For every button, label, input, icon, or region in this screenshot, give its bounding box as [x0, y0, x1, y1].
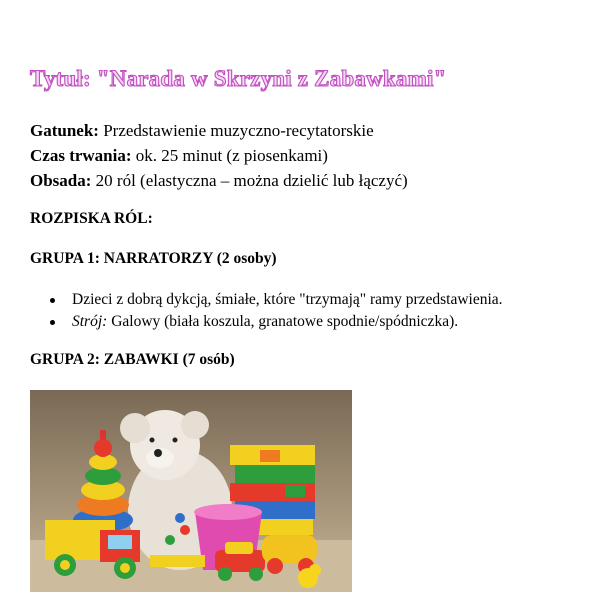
- meta-duration-label: Czas trwania:: [30, 146, 132, 165]
- list-item: [50, 311, 503, 333]
- meta-genre-label: Gatunek:: [30, 121, 99, 140]
- meta-cast-value: 20 ról (elastyczna – można dzielić lub łączyć): [91, 171, 408, 190]
- bullet-icon: [50, 320, 55, 325]
- group2-heading: GRUPA 2: ZABAWKI (7 osób): [30, 351, 235, 368]
- meta-duration: [30, 143, 408, 168]
- bullet-prefix: Strój:: [72, 313, 108, 330]
- toys-illustration-icon: [30, 390, 352, 592]
- list-item: [50, 289, 503, 311]
- meta-cast: [30, 168, 408, 193]
- bullet-text: Dzieci z dobrą dykcją, śmiałe, które "trzymają" ramy przedstawienia.: [72, 291, 503, 308]
- meta-genre-value: Przedstawienie muzyczno-recytatorskie: [98, 121, 374, 140]
- meta-genre: [30, 118, 408, 143]
- toys-photo: [30, 390, 352, 592]
- group1-heading: GRUPA 1: NARRATORZY (2 osoby): [30, 250, 277, 267]
- bullet-text: Galowy (biała koszula, granatowe spodnie/spódniczka).: [107, 313, 459, 330]
- meta-cast-label: Obsada:: [30, 171, 92, 190]
- meta-duration-value: ok. 25 minut (z piosenkami): [131, 146, 328, 165]
- play-metadata: [30, 118, 408, 193]
- play-title: Tytuł: "Narada w Skrzyni z Zabawkami": [30, 66, 447, 91]
- group1-bullet-list: [50, 289, 503, 333]
- roles-heading: ROZPISKA RÓL:: [30, 210, 153, 227]
- bullet-icon: [50, 298, 55, 303]
